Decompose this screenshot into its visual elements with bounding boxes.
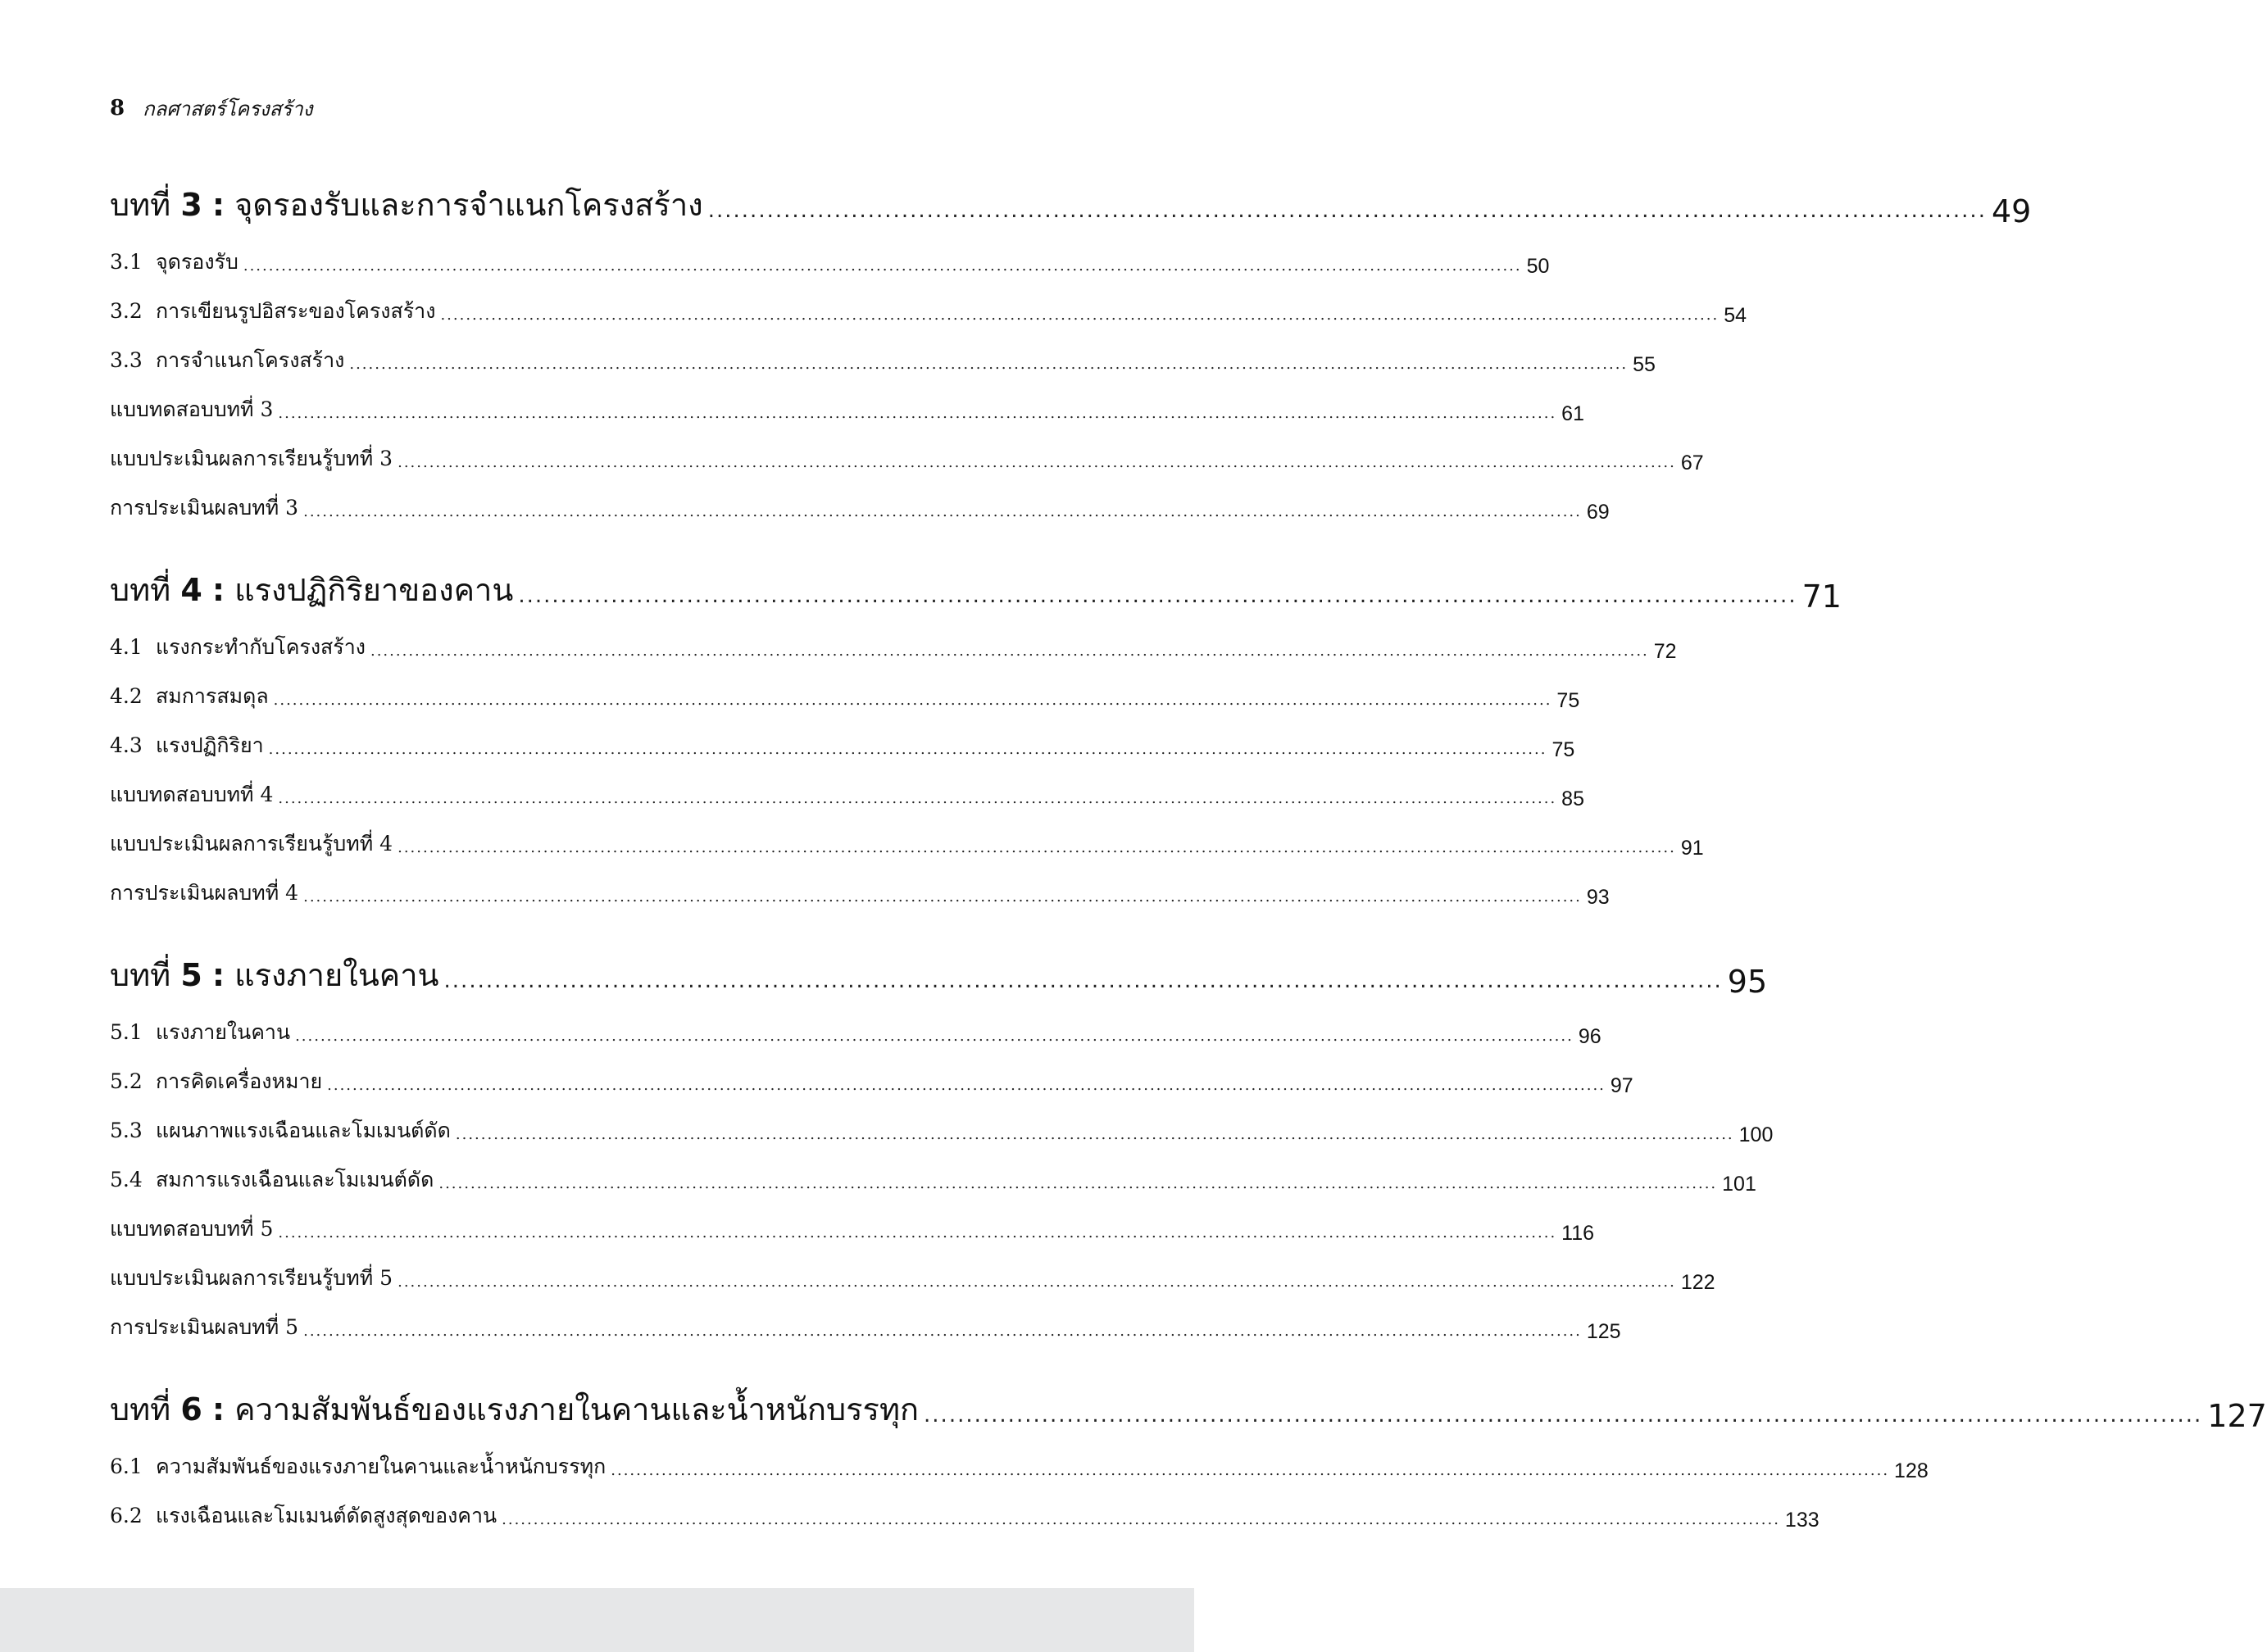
entry-title: การประเมินผลบทที่ 4 [110,881,299,905]
toc-entry-5-2[interactable] [110,1062,1633,1098]
toc-entry-5-1[interactable] [110,1013,1601,1049]
entry-title: แรงปฏิกิริยา [156,733,264,757]
entry-page-number: 100 [1738,1123,1774,1146]
entry-title: สมการสมดุล [156,684,269,708]
dot-leader: .......................................................................................................................................................................................................... [273,692,1552,709]
entry-title: จุดรองรับ [156,250,239,274]
entry-page-number: 50 [1526,255,1550,278]
dot-leader: .......................................................................................................................................................................................................... [278,790,1557,807]
entry-title: การจำแนกโครงสร้าง [156,348,345,372]
entry-page-number: 61 [1561,402,1584,425]
dot-leader: ........................................................................................................................................................ [924,1403,2203,1427]
dot-leader: .......................................................................................................................................................................................................... [268,741,1547,758]
page-number: 8 [110,96,125,120]
toc-entry-3-test[interactable] [110,390,1584,426]
dot-leader: ........................................................................................................................................................ [518,583,1797,608]
entry-title: ความสัมพันธ์ของแรงภายในคานและน้ำหนักบรรทุก [156,1455,607,1478]
entry-title: แบบประเมินผลการเรียนรู้บทที่ 3 [110,447,393,470]
entry-title: การเขียนรูปอิสระของโครงสร้าง [156,299,436,323]
dot-leader: .......................................................................................................................................................................................................... [438,1175,1718,1192]
entry-number: 5.2 [110,1069,143,1093]
toc-chapter-4[interactable] [110,565,1842,615]
entry-title: แรงกระทำกับโครงสร้าง [156,635,366,659]
toc-entry-3-3[interactable] [110,341,1656,377]
dot-leader: .......................................................................................................................................................................................................... [611,1462,1890,1479]
dot-leader: .......................................................................................................................................................................................................... [278,1224,1557,1241]
entry-number: 3.3 [110,348,143,372]
dot-leader: .......................................................................................................................................................................................................... [398,839,1676,856]
entry-number: 6.1 [110,1455,143,1478]
chapter-page-number: 127 [2207,1398,2267,1434]
entry-page-number: 75 [1551,738,1575,761]
chapter-page-number: 49 [1991,193,2032,229]
dot-leader: .......................................................................................................................................................................................................... [303,888,1582,905]
entry-title: แบบทดสอบบทที่ 3 [110,397,274,421]
toc-entry-4-2[interactable] [110,677,1580,713]
entry-number: 4.3 [110,733,143,757]
entry-title: การคิดเครื่องหมาย [156,1069,323,1093]
entry-page-number: 85 [1561,787,1584,810]
dot-leader: .......................................................................................................................................................................................................... [243,257,1522,275]
toc-entry-5-4[interactable] [110,1160,1756,1196]
chapter-page-number: 95 [1727,964,1768,1000]
toc-entry-5-assessment[interactable] [110,1308,1621,1344]
entry-number: 4.2 [110,684,143,708]
dot-leader: .......................................................................................................................................................................................................... [303,503,1582,520]
entry-page-number: 125 [1586,1320,1621,1343]
entry-title: แรงเฉือนและโมเมนต์ดัดสูงสุดของคาน [156,1504,497,1527]
dot-leader: ........................................................................................................................................................ [443,969,1723,993]
entry-page-number: 93 [1586,886,1610,909]
entry-page-number: 101 [1722,1173,1756,1196]
dot-leader: .......................................................................................................................................................................................................... [295,1028,1574,1045]
toc-entry-3-learning-eval[interactable] [110,439,1704,475]
chapter-heading: บทที่ 5 : แรงภายในคาน [110,957,439,993]
entry-page-number: 55 [1633,353,1656,376]
entry-page-number: 67 [1680,452,1704,474]
dot-leader: .......................................................................................................................................................................................................... [349,356,1629,373]
entry-number: 4.1 [110,635,143,659]
entry-number: 3.2 [110,299,143,323]
entry-page-number: 91 [1680,837,1704,860]
toc-chapter-3[interactable] [110,180,2032,229]
toc-chapter-5[interactable] [110,951,1768,1000]
entry-page-number: 72 [1653,640,1677,663]
toc-entry-3-1[interactable] [110,243,1550,279]
entry-number: 5.1 [110,1020,143,1044]
entry-page-number: 69 [1586,501,1610,524]
entry-page-number: 96 [1578,1025,1601,1048]
toc-entry-3-2[interactable] [110,292,1747,328]
entry-number: 5.4 [110,1168,143,1191]
entry-title: แบบทดสอบบทที่ 5 [110,1217,274,1241]
entry-page-number: 54 [1724,304,1747,327]
toc-entry-5-learning-eval[interactable] [110,1259,1715,1295]
toc-entry-4-1[interactable] [110,628,1677,664]
entry-page-number: 122 [1680,1271,1715,1294]
entry-title: แผนภาพแรงเฉือนและโมเมนต์ดัด [156,1119,451,1142]
book-title: กลศาสตร์โครงสร้าง [143,97,313,120]
toc-entry-6-1[interactable] [110,1447,1929,1483]
toc-entry-3-assessment[interactable] [110,488,1610,524]
entry-number: 3.1 [110,250,143,274]
entry-title: แบบทดสอบบทที่ 4 [110,783,274,806]
dot-leader: .......................................................................................................................................................................................................... [455,1126,1734,1143]
toc-entry-6-2[interactable] [110,1496,1820,1532]
dot-leader: .......................................................................................................................................................................................................... [278,405,1557,422]
chapter-page-number: 71 [1801,579,1842,615]
entry-number: 5.3 [110,1119,143,1142]
entry-title: แบบประเมินผลการเรียนรู้บทที่ 5 [110,1266,393,1290]
toc-entry-5-3[interactable] [110,1111,1774,1147]
toc-entry-5-test[interactable] [110,1210,1595,1246]
entry-title: การประเมินผลบทที่ 3 [110,496,299,520]
dot-leader: .......................................................................................................................................................................................................... [440,306,1720,324]
dot-leader: ........................................................................................................................................................ [707,198,1987,223]
viewer-footer-band [0,1588,1194,1652]
entry-title: แบบประเมินผลการเรียนรู้บทที่ 4 [110,832,393,856]
toc-entry-4-test[interactable] [110,775,1584,811]
dot-leader: .......................................................................................................................................................................................................... [398,454,1676,471]
toc-chapter-6[interactable] [110,1385,2267,1434]
entry-page-number: 116 [1561,1222,1595,1245]
entry-number: 6.2 [110,1504,143,1527]
chapter-heading: บทที่ 3 : จุดรองรับและการจำแนกโครงสร้าง [110,187,703,223]
toc-entry-4-assessment[interactable] [110,874,1610,910]
entry-title: แรงภายในคาน [156,1020,291,1044]
entry-title: การประเมินผลบทที่ 5 [110,1315,299,1339]
entry-page-number: 133 [1784,1509,1820,1532]
dot-leader: .......................................................................................................................................................................................................... [398,1273,1676,1291]
dot-leader: .......................................................................................................................................................................................................... [327,1077,1606,1094]
toc-entry-4-learning-eval[interactable] [110,824,1704,860]
dot-leader: .......................................................................................................................................................................................................... [303,1323,1582,1340]
entry-title: สมการแรงเฉือนและโมเมนต์ดัด [156,1168,434,1191]
table-of-contents [110,0,2267,1588]
chapter-heading: บทที่ 4 : แรงปฏิกิริยาของคาน [110,572,514,608]
entry-page-number: 97 [1610,1074,1633,1097]
entry-page-number: 128 [1894,1459,1929,1482]
entry-page-number: 75 [1556,689,1580,712]
chapter-heading: บทที่ 6 : ความสัมพันธ์ของแรงภายในคานและน้ำหนักบรรทุก [110,1391,920,1427]
dot-leader: .......................................................................................................................................................................................................... [370,642,1649,660]
toc-entry-4-3[interactable] [110,726,1575,762]
dot-leader: .......................................................................................................................................................................................................... [502,1511,1780,1528]
